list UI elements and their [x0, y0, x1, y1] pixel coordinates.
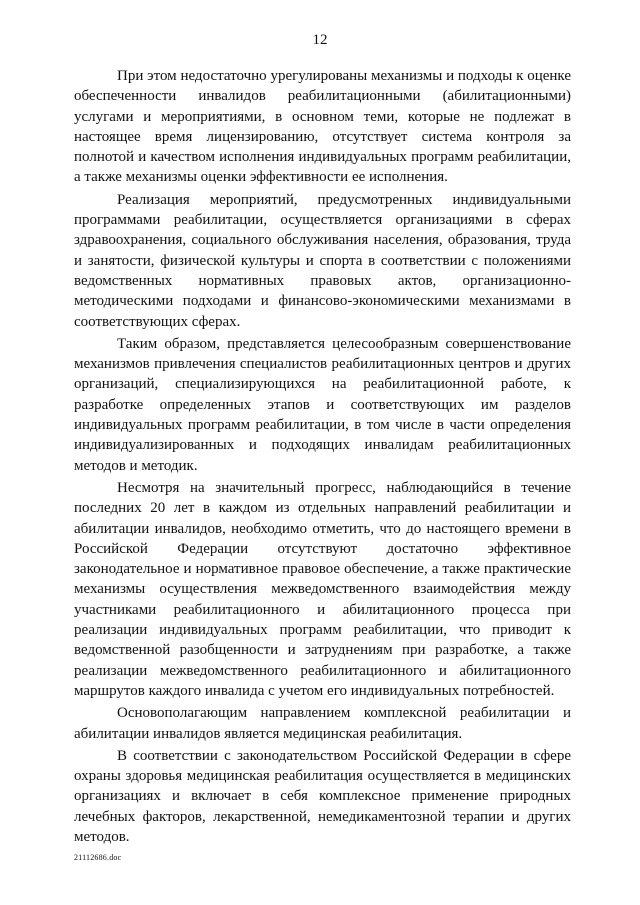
footer-filename: 21112686.doc [74, 853, 122, 862]
paragraph-specialists: Таким образом, представляется целесообразным совершенствование механизмов привлечения специалистов реабилитационных центров и других организаций, специализирующихся на реабилитационной работе, к разработке определенных этапов и соответствующих им разделов индивидуальных программ реабилитации, в том числе в части определения индивидуализированных и подходящих инвалидам реабилитационных методов и методик. [74, 335, 571, 474]
page-number: 12 [312, 32, 328, 48]
body-text [74, 66, 571, 849]
paragraph-medical-rehabilitation: Основополагающим направлением комплексной реабилитации и абилитации инвалидов является медицинская реабилитация. [74, 705, 571, 742]
paragraph-progress: Несмотря на значительный прогресс, наблюдающийся в течение последних 20 лет в каждом из отдельных направлений реабилитации и абилитации инвалидов, необходимо отметить, что до настоящего времени в Российской Федерации отсутствуют достаточно эффективное законодательное и нормативное правовое обеспечение, а также практические механизмы осуществления межведомственного взаимодействия между участниками реабилитационного и абилитационного процесса при реализации индивидуальных программ реабилитации, что приводит к ведомственной разобщенности и затруднениям при разработке, а также реализации межведомственного реабилитационного и абилитационного маршрутов каждого инвалида с учетом его индивидуальных потребностей. [74, 479, 571, 699]
paragraph-implementation: Реализация мероприятий, предусмотренных индивидуальными программами реабилитации, осуществляется организациями в сферах здравоохранения, социального обслуживания населения, образования, труда и занятости, физической культуры и спорта в соответствии с положениями ведомственных нормативных правовых актов, организационно-методическими подходами и финансово-экономическими механизмами в соответствующих сферах. [74, 191, 571, 330]
paragraph-legislation: В соответствии с законодательством Российской Федерации в сфере охраны здоровья медицинская реабилитация осуществляется в медицинских организациях и включает в себя комплексное применение природных лечебных факторов, лекарственной, немедикаментозной терапии и других методов. [74, 747, 571, 845]
paragraph-mechanisms: При этом недостаточно урегулированы механизмы и подходы к оценке обеспеченности инвалидов реабилитационными (абилитационными) услугами и мероприятиями, в основном теми, которые не подлежат в настоящее время лицензированию, отсутствует система контроля за полнотой и качеством исполнения индивидуальных программ реабилитации, а также механизмы оценки эффективности ее исполнения. [74, 68, 571, 186]
